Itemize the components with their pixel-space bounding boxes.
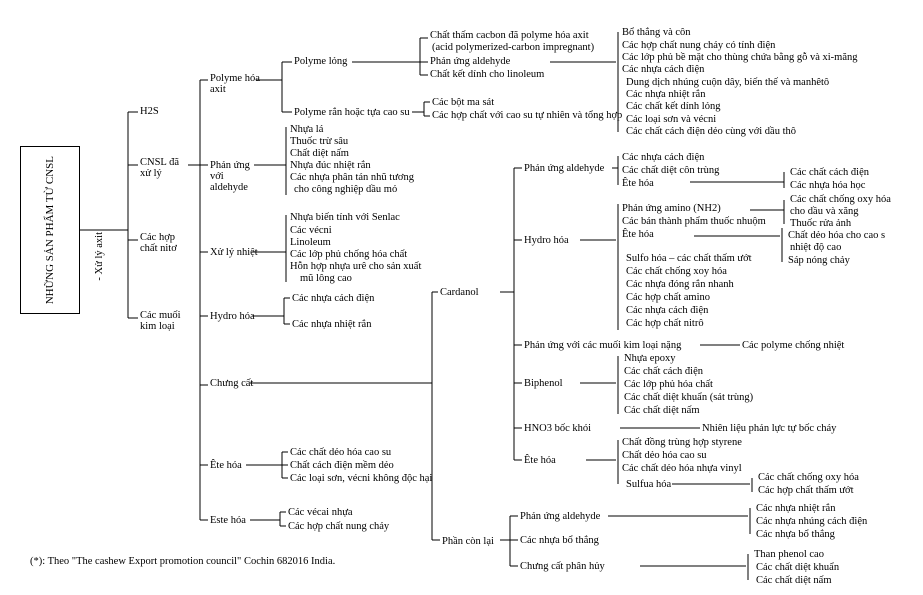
residue-distill-item: Các chất diệt nấm: [756, 575, 832, 586]
cardanol-hydro-item: Phản ứng amino (NH2): [622, 203, 721, 214]
aldehyde-item: Nhựa đúc nhiệt rắn: [290, 160, 371, 171]
hydro-item: Các nhựa nhiệt rắn: [292, 319, 372, 330]
residue-distill-item: Than phenol cao: [754, 549, 824, 560]
cardanol-ether-item: Chất đồng trùng hợp styrene: [622, 437, 742, 448]
ether-item: Các loại sơn, vécni không độc hại: [290, 473, 433, 484]
aldehyde-item: Nhựa lá: [290, 124, 324, 135]
polyme-liquid-item: (acid polymerized-carbon impregnant): [432, 42, 595, 53]
cardanol-hydro-item: Các nhựa đóng rắn nhanh: [626, 279, 734, 290]
biphenol-item: Các chất diệt nấm: [624, 405, 700, 416]
sulfide-item: Các chất chống oxy hóa: [758, 472, 859, 483]
cardanol-hydro-item: Các hợp chất amino: [626, 292, 710, 303]
cardanol-branch: Ête hóa: [524, 455, 556, 466]
polyme-liquid-item: Chất kết dính cho linoleum: [430, 69, 545, 80]
polymer-use-item: Các chất cách điện dẻo cùng với dầu thô: [626, 126, 796, 137]
residue-aldehyde-item: Các nhựa bổ thắng: [756, 529, 835, 540]
process-heat: Xử lý nhiệt: [210, 247, 258, 258]
cardanol-branch: Hydro hóa: [524, 235, 569, 246]
acid-treatment-label: - Xử lý axit: [94, 232, 105, 281]
polymer-use-item: Các lớp phủ bề mặt cho thùng chứa bằng gỗ và xi-măng: [622, 52, 858, 63]
polymer-use-item: Bổ thắng và côn: [622, 27, 691, 38]
residue-branch: Chưng cất phân hủy: [520, 561, 605, 572]
hydro-ether-item: nhiệt độ cao: [790, 242, 842, 253]
amino-use-item: Các chất chống oxy hóa: [790, 194, 891, 205]
nitric-acid-result: Nhiên liệu phản lực tự bốc cháy: [702, 423, 837, 434]
footnote: (*): Theo "The cashew Export promotion council" Cochin 682016 India.: [30, 556, 336, 567]
polymer-use-item: Dung dịch nhúng cuộn dây, biến thế và manhêtô: [626, 77, 830, 88]
root-box: [20, 146, 80, 314]
polymer-use-item: Các chất kết dính lỏng: [626, 101, 721, 112]
cardanol-ether-item: Sulfua hóa: [626, 479, 672, 490]
nitrogen-compounds-node: Các hợp chất nitơ: [140, 232, 177, 254]
residue-aldehyde-item: Các nhựa nhúng cách điện: [756, 516, 868, 527]
heat-item: Các vécni: [290, 225, 332, 236]
process-etherification: Ête hóa: [210, 460, 242, 471]
cardanol-hydro-item: Ête hóa: [622, 229, 654, 240]
biphenol-item: Các lớp phủ hóa chất: [624, 379, 713, 390]
heat-item: Các lớp phủ chống hóa chất: [290, 249, 408, 260]
cardanol-hydro-item: Các hợp chất nitrô: [626, 318, 704, 329]
ether-item: Chất cách điện mềm dẻo: [290, 460, 394, 471]
cardanol-aldehyde-ether-item: Các chất cách điện: [790, 167, 869, 178]
amino-use-item: cho dầu và xăng: [790, 206, 859, 217]
ester-item: Các hợp chất nung chảy: [288, 521, 390, 532]
residue-distill-item: Các chất diệt khuẩn: [756, 562, 840, 573]
biphenol-item: Các chất cách điện: [624, 366, 703, 377]
cnsl-treated-node: CNSL đã xử lý: [140, 157, 179, 179]
cardanol-hydro-item: Các bán thành phẩm thuốc nhuộm: [622, 216, 766, 227]
liquid-polymer: Polyme lỏng: [294, 56, 348, 67]
polyme-liquid-item: Chất thấm cacbon đã polyme hóa axit: [430, 30, 589, 41]
aldehyde-item: Các nhựa phân tán nhũ tương: [290, 172, 414, 183]
amino-use-item: Thuốc rửa ảnh: [790, 218, 852, 229]
cardanol-branch: Phản ứng với các muối kim loại nặng: [524, 340, 682, 351]
cardanol-branch: HNO3 bốc khói: [524, 423, 592, 434]
residue-aldehyde-item: Các nhựa nhiệt rắn: [756, 503, 836, 514]
cardanol-ether-item: Các chất dẻo hóa nhựa vinyl: [622, 463, 742, 474]
ester-item: Các vécai nhựa: [288, 507, 353, 518]
ether-item: Các chất dẻo hóa cao su: [290, 447, 392, 458]
process-hydrogenation: Hydro hóa: [210, 311, 255, 322]
aldehyde-item: Thuốc trừ sâu: [290, 136, 349, 147]
h2s-node: H2S: [140, 106, 159, 117]
process-distillation: Chưng cất: [210, 378, 254, 389]
solid-polymer: Polyme rắn hoặc tựa cao su: [294, 107, 410, 118]
polymer-use-item: Các hợp chất nung chảy có tính điện: [622, 40, 776, 51]
biphenol-item: Các chất diệt khuẩn (sát trùng): [624, 392, 754, 403]
residue-node: Phần còn lại: [442, 536, 494, 547]
polymer-use-item: Các nhựa cách điện: [622, 64, 705, 75]
metal-salts-node: Các muối kim loại: [140, 310, 181, 332]
cardanol-hydro-item: Các nhựa cách điện: [626, 305, 709, 316]
cardanol-aldehyde-item: Các chất diệt côn trùng: [622, 165, 720, 176]
cardanol-hydro-item: Sulfo hóa – các chất thấm ướt: [626, 253, 752, 264]
hydro-ether-item: Chất dẻo hóa cho cao s: [788, 230, 886, 241]
sulfide-item: Các hợp chất thấm ướt: [758, 485, 854, 496]
cardanol-branch: Phản ứng aldehyde: [524, 163, 605, 174]
residue-branch: Phản ứng aldehyde: [520, 511, 601, 522]
cardanol-aldehyde-ether-item: Các nhựa hóa học: [790, 180, 866, 191]
process-esterification: Este hóa: [210, 515, 246, 526]
root-title: NHỮNG SẢN PHẨM TỪ CNSL: [44, 155, 56, 305]
biphenol-item: Nhựa epoxy: [624, 353, 676, 364]
hydro-item: Các nhựa cách điện: [292, 293, 375, 304]
aldehyde-item: cho công nghiệp dầu mỏ: [294, 184, 398, 195]
process-aldehyde: Phản ứng với aldehyde: [210, 160, 250, 193]
cardanol-ether-item: Chất dẻo hóa cao su: [622, 450, 707, 461]
cardanol-aldehyde-item: Ête hóa: [622, 178, 654, 189]
metal-salts-result: Các polyme chống nhiệt: [742, 340, 845, 351]
heat-item: Hỗn hợp nhựa urê cho sản xuất: [290, 261, 422, 272]
heat-item: mũ lông cao: [300, 273, 352, 284]
cardanol-node: Cardanol: [440, 287, 479, 298]
residue-branch: Các nhựa bổ thắng: [520, 535, 599, 546]
heat-item: Linoleum: [290, 237, 331, 248]
polymer-use-item: Các nhựa nhiệt rắn: [626, 89, 706, 100]
polyme-solid-item: Các hợp chất với cao su tự nhiên và tổng hợp: [432, 110, 623, 121]
hydro-ether-item: Sáp nóng chảy: [788, 255, 850, 266]
cardanol-aldehyde-item: Các nhựa cách điện: [622, 152, 705, 163]
polyme-solid-item: Các bột ma sát: [432, 97, 495, 108]
cardanol-branch: Biphenol: [524, 378, 563, 389]
cardanol-hydro-item: Các chất chống xoy hóa: [626, 266, 727, 277]
polyme-liquid-item: Phản ứng aldehyde: [430, 56, 511, 67]
process-polymerization: Polyme hóa axit: [210, 73, 260, 95]
heat-item: Nhựa biến tính với Senlac: [290, 212, 400, 223]
polymer-use-item: Các loại sơn và vécni: [626, 114, 717, 125]
aldehyde-item: Chất diệt nấm: [290, 148, 349, 159]
